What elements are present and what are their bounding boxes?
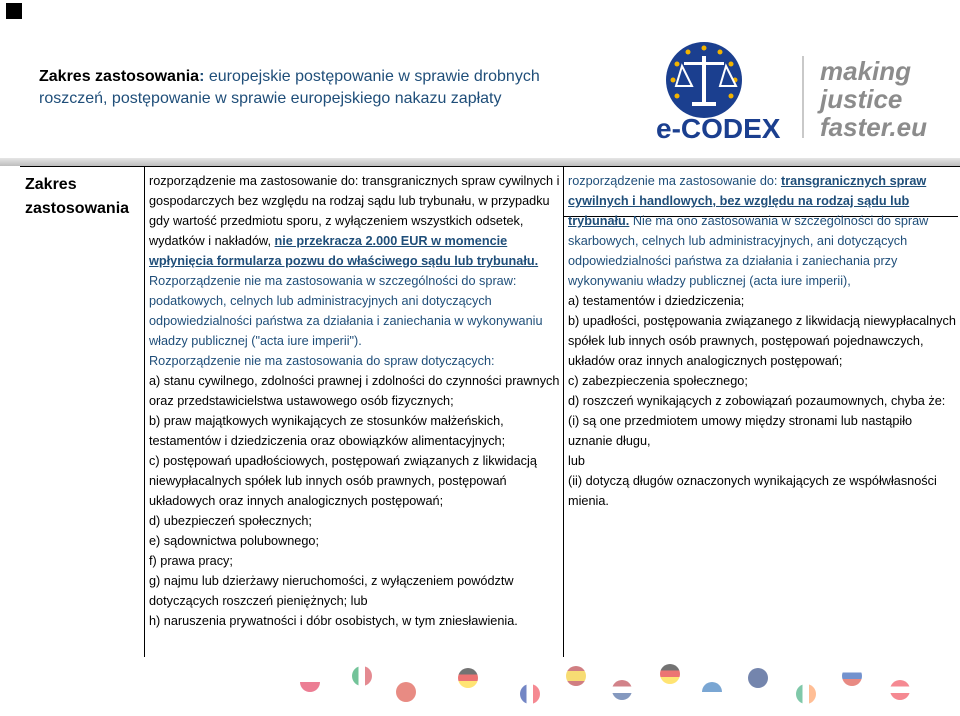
page-title <box>39 66 599 110</box>
col3-item: (ii) dotyczą długów oznaczonych wynikających ze współwłasności mienia. <box>568 474 937 508</box>
col3-item: (i) są one przedmiotem umowy między stronami lub nastąpiło uznanie długu, <box>568 414 913 448</box>
flag-icon <box>566 666 586 686</box>
header-divider <box>0 158 960 166</box>
col3-item: b) upadłości, postępowania związanego z likwidacją niewypłacalnych spółek lub innych osób prawnych, postępowań pojednawczych, układów oraz innych analogicznych postępowań; <box>568 314 956 368</box>
col3-p1-text: rozporządzenie ma zastosowanie do: <box>568 174 781 188</box>
flag-icon <box>458 668 478 688</box>
flag-icon <box>796 684 816 704</box>
col2-p1-text: rozporządzenie ma zastosowanie do: transgranicznych spraw cywilnych i gospodarczych bez względu na rodzaj sądu lub trybunału, w przypadku gdy wartość przedmiotu sporu, z wyłączeniem wszystkich odsetek, wydatków i nakładów, <box>149 174 560 248</box>
col2-paragraph-2: Rozporządzenie nie ma zastosowania w szczególności do spraw: podatkowych, celnych lub administracyjnych ani dotyczących odpowiedzialności państwa za działania i zaniechania w wykonywaniu władzy publicznej ("acta iure imperii"). <box>149 274 543 348</box>
col3-paragraph-1 <box>568 171 958 291</box>
logo-tagline-3: faster.eu <box>820 112 927 142</box>
logo-tagline-1: making <box>820 56 912 86</box>
flag-icon <box>300 672 320 692</box>
col2-paragraph-3: Rozporządzenie nie ma zastosowania do spraw dotyczących: <box>149 354 495 368</box>
flag-icon <box>748 668 768 688</box>
col2-item: c) postępowań upadłościowych, postępowań związanych z likwidacją niewypłacalnych spółek lub innych osób prawnych, postępowań układowych oraz innych analogicznych postępowań; <box>149 454 537 508</box>
flag-icon <box>520 684 540 704</box>
flag-icon <box>352 666 372 686</box>
title-separator: : <box>199 68 205 85</box>
comparison-table <box>20 166 960 657</box>
flags-strip <box>0 656 960 716</box>
flag-icon <box>890 680 910 700</box>
corner-square <box>6 3 22 19</box>
col3-item: c) zabezpieczenia społecznego; <box>568 374 748 388</box>
scales-emblem-icon <box>666 42 742 118</box>
title-rest: europejskie postępowanie w sprawie drobnych roszczeń, postępowanie w sprawie europejskiego nakazu zapłaty <box>39 68 540 107</box>
flag-icon <box>842 666 862 686</box>
small-claims-column <box>149 171 562 631</box>
col2-item: a) stanu cywilnego, zdolności prawnej i zdolności do czynności prawnych oraz przedstawicielstwa ustawowego osób fizycznych; <box>149 374 560 408</box>
payment-order-column <box>568 171 958 511</box>
col3-item: a) testamentów i dziedziczenia; <box>568 294 745 308</box>
flag-icon <box>702 682 722 702</box>
flag-icon <box>660 664 680 684</box>
column-divider-2 <box>563 167 564 657</box>
title-key: Zakres zastosowania <box>39 68 200 85</box>
flag-icon <box>396 682 416 702</box>
col2-p1-emphasis: nie przekracza 2.000 EUR w momencie wpłynięcia formularza pozwu do właściwego sądu lub trybunału. <box>149 234 539 268</box>
col3-p1-emphasis: transgranicznych spraw cywilnych i handlowych, bez względu na rodzaj sądu lub trybunału. <box>568 174 927 228</box>
logo-tagline-2: justice <box>820 84 903 114</box>
col2-item: g) najmu lub dzierżawy nieruchomości, z wyłączeniem powództw dotyczących roszczeń pieniężnych; lub <box>149 574 514 608</box>
column-divider-1 <box>144 167 145 657</box>
flag-icon <box>612 680 632 700</box>
col3-p1-rest: Nie ma ono zastosowania w szczególności do spraw skarbowych, celnych lub administracyjnych, ani dotyczących odpowiedzialności państwa za działania i zaniechania przy wykonywaniu władzy publicznej (acta iure imperii), <box>568 214 929 288</box>
col3-item: d) roszczeń wynikających z zobowiązań pozaumownych, chyba że: <box>568 394 946 408</box>
row-header: Zakres zastosowania <box>25 176 130 217</box>
col2-item: b) praw majątkowych wynikających ze stosunków małżeńskich, testamentów i dziedziczenia oraz obowiązków alimentacyjnych; <box>149 414 506 448</box>
col2-item: e) sądownictwa polubownego; <box>149 534 319 548</box>
col2-item: f) prawa pracy; <box>149 554 233 568</box>
col2-item: h) naruszenia prywatności i dóbr osobistych, w tym zniesławienia. <box>149 614 518 628</box>
logo-brand-text: e-CODEX <box>656 113 781 144</box>
col2-paragraph-1 <box>149 171 562 271</box>
col3-item: lub <box>568 454 585 468</box>
ecodex-logo <box>652 38 952 150</box>
col2-item: d) ubezpieczeń społecznych; <box>149 514 312 528</box>
